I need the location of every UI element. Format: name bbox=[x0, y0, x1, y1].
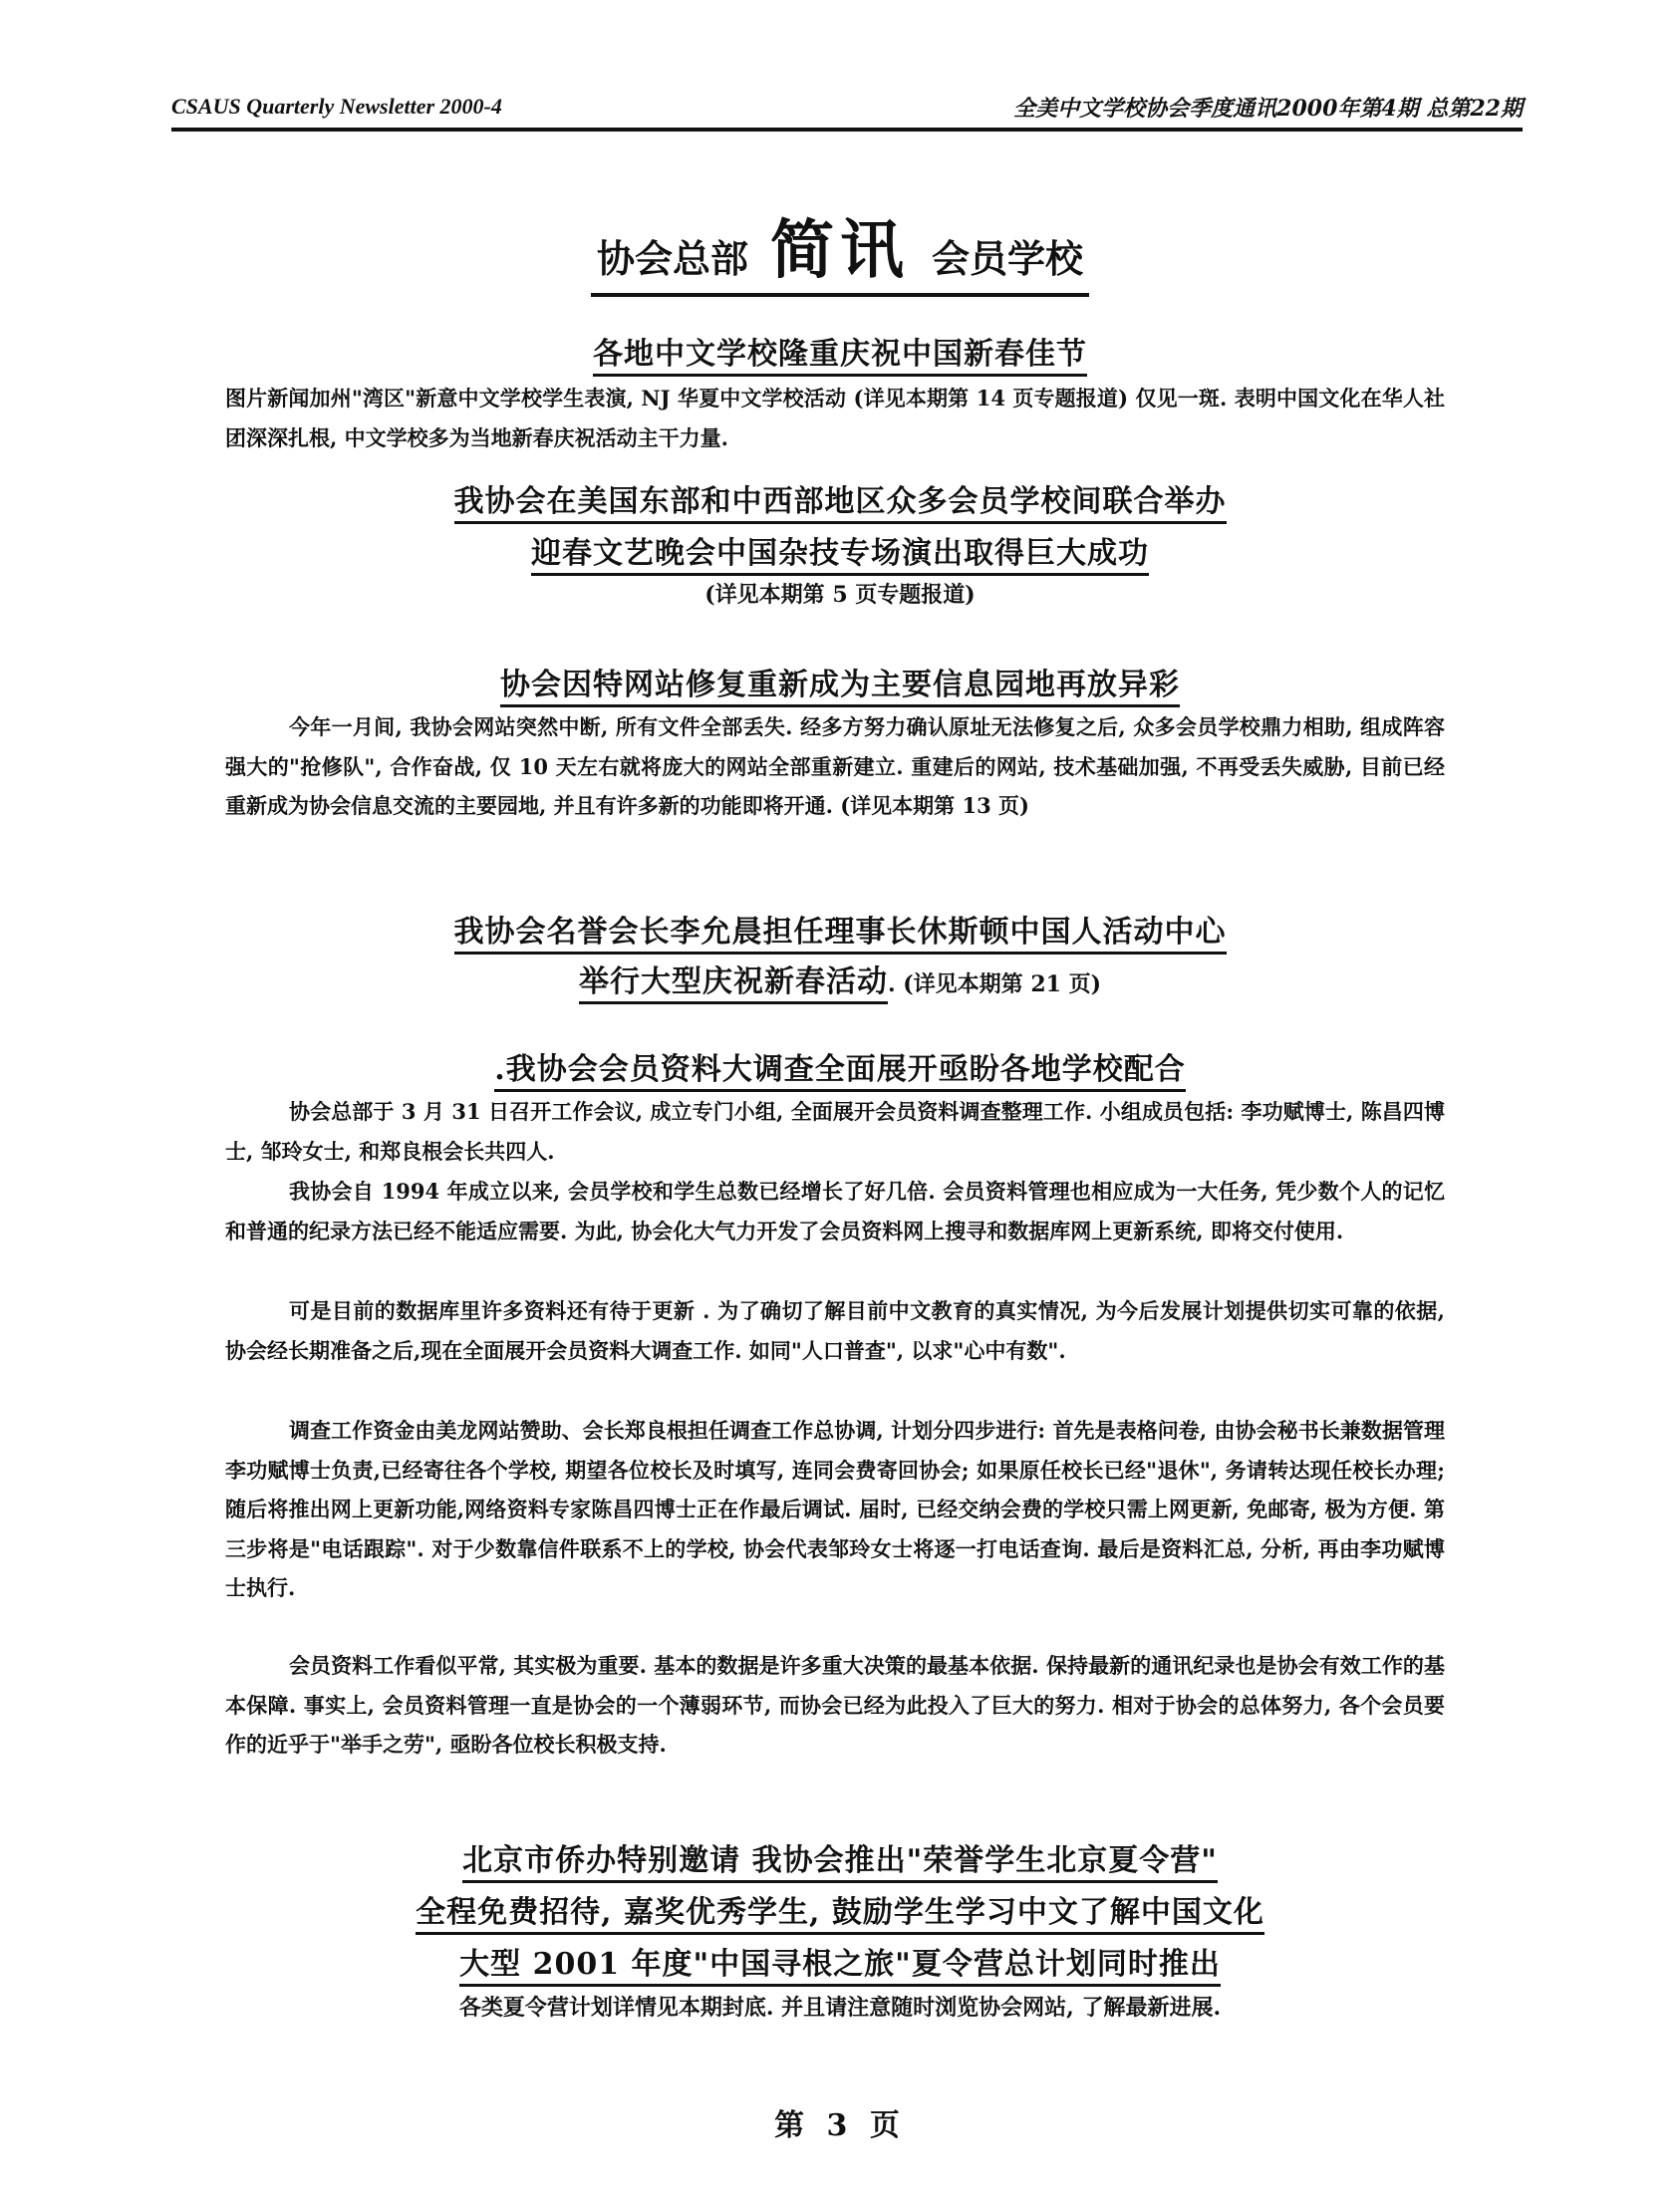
section2-note: (详见本期第 5 页专题报道) bbox=[704, 582, 976, 608]
section5-paragraph-1: 协会总部于 3 月 31 日召开工作会议, 成立专门小组, 全面展开会员资料调查整理工作. 小组成员包括: 李功赋博士, 陈昌四博士, 邹玲女士, 和郑良根会长共四人. bbox=[225, 1099, 1445, 1164]
section6-title-line1: 北京市侨办特别邀请 我协会推出"荣誉学生北京夏令营" bbox=[462, 1843, 1218, 1883]
section4-note: . (详见本期第 21 页) bbox=[887, 971, 1102, 997]
section5-paragraph-5: 会员资料工作看似平常, 其实极为重要. 基本的数据是许多重大决策的最基本依据. 保持最新的通讯纪录也是协会有效工作的基本保障. 事实上, 会员资料管理一直是协会的一个薄弱环节, 而协会已经为此投入了巨大的努力. 相对于协会的总体努力, 各个会员要作的近乎于"举手之劳", 亟盼各位校长积极支持. bbox=[225, 1653, 1445, 1757]
section2-headline-line1 bbox=[0, 476, 1680, 520]
section5-headline bbox=[0, 1044, 1680, 1088]
section6-title-line3: 大型 2001 年度"中国寻根之旅"夏令营总计划同时推出 bbox=[459, 1947, 1221, 1987]
header-left-title: CSAUS Quarterly Newsletter 2000-4 bbox=[171, 94, 502, 119]
section2-title-line1: 我协会在美国东部和中西部地区众多会员学校间联合举办 bbox=[454, 484, 1227, 524]
section1-body: 图片新闻加州"湾区"新意中文学校学生表演, NJ 华夏中文学校活动 (详见本期第 14 页专题报道) 仅见一斑. 表明中国文化在华人社团深深扎根, 中文学校多为当地新春庆祝活动主干力量. bbox=[225, 386, 1445, 450]
section4-title-line1: 我协会名誉会长李允晨担任理事长休斯顿中国人活动中心 bbox=[454, 915, 1227, 955]
section2-title-line2: 迎春文艺晚会中国杂技专场演出取得巨大成功 bbox=[531, 536, 1149, 576]
section3-body: 今年一月间, 我协会网站突然中断, 所有文件全部丢失. 经多方努力确认原址无法修复之后, 众多会员学校鼎力相助, 组成阵容强大的"抢修队", 合作奋战, 仅 10 天左右就将庞大的网站全部重新建立. 重建后的网站, 技术基础加强, 不再受丢失威胁, 目前已经重新成为协会信息交流的主要园地, 并且有许多新的功能即将开通. (详见本期第 13 页) bbox=[225, 714, 1445, 818]
masthead-left: 协会总部 bbox=[596, 237, 748, 281]
section6-note: 各类夏令营计划详情见本期封底. 并且请注意随时浏览协会网站, 了解最新进展. bbox=[458, 1995, 1222, 2021]
section4-headline-line2 bbox=[0, 957, 1680, 1000]
section5-paragraph-3: 可是目前的数据库里许多资料还有待于更新 . 为了确切了解目前中文教育的真实情况, 为今后发展计划提供切实可靠的依据, 协会经长期准备之后,现在全面展开会员资料大调查工作. 如同"人口普查", 以求"心中有数". bbox=[225, 1298, 1445, 1363]
page-number: 第 3 页 bbox=[774, 2108, 906, 2143]
section1-title: 各地中文学校隆重庆祝中国新春佳节 bbox=[593, 337, 1087, 377]
section6-headline-line2 bbox=[0, 1887, 1680, 1931]
section4-title-line2: 举行大型庆祝新春活动 bbox=[579, 964, 888, 1004]
section6-title-line2: 全程免费招待, 嘉奖优秀学生, 鼓励学生学习中文了解中国文化 bbox=[416, 1895, 1264, 1935]
masthead-right: 会员学校 bbox=[932, 237, 1084, 281]
section1-headline bbox=[0, 329, 1680, 373]
section4-headline-line1 bbox=[0, 907, 1680, 951]
section3-headline bbox=[0, 660, 1680, 703]
section3-title: 协会因特网站修复重新成为主要信息园地再放异彩 bbox=[500, 668, 1180, 707]
section5-title: .我协会会员资料大调查全面展开亟盼各地学校配合 bbox=[494, 1052, 1185, 1092]
section6-headline-line1 bbox=[0, 1835, 1680, 1879]
running-header bbox=[171, 88, 1523, 132]
section2-headline-line2 bbox=[0, 528, 1680, 572]
section6-headline-line3 bbox=[0, 1939, 1680, 1983]
header-right-title: 全美中文学校协会季度通讯2000年第4期 总第22期 bbox=[1013, 96, 1523, 122]
section5-paragraph-4: 调查工作资金由美龙网站赞助、会长郑良根担任调查工作总协调, 计划分四步进行: 首先是表格问卷, 由协会秘书长兼数据管理李功赋博士负责,已经寄往各个学校, 期望各位校长及时填写, 连同会费寄回协会; 如果原任校长已经"退休", 务请转达现任校长办理; 随后将推出网上更新功能,网络资料专家陈昌四博士正在作最后调试. 届时, 已经交纳会费的学校只需上网更新, 免邮寄, 极为方便. 第三步将是"电话跟踪". 对于少数靠信件联系不上的学校, 协会代表邹玲女士将逐一打电话查询. 最后是资料汇总, 分析, 再由李功赋博士执行. bbox=[225, 1418, 1445, 1600]
masthead bbox=[0, 199, 1680, 297]
masthead-title: 简讯 bbox=[770, 214, 910, 288]
section5-paragraph-2: 我协会自 1994 年成立以来, 会员学校和学生总数已经增长了好几倍. 会员资料管理也相应成为一大任务, 凭少数个人的记忆和普通的纪录方法已经不能适应需要. 为此, 协会化大气力开发了会员资料网上搜寻和数据库网上更新系统, 即将交付使用. bbox=[225, 1179, 1445, 1243]
